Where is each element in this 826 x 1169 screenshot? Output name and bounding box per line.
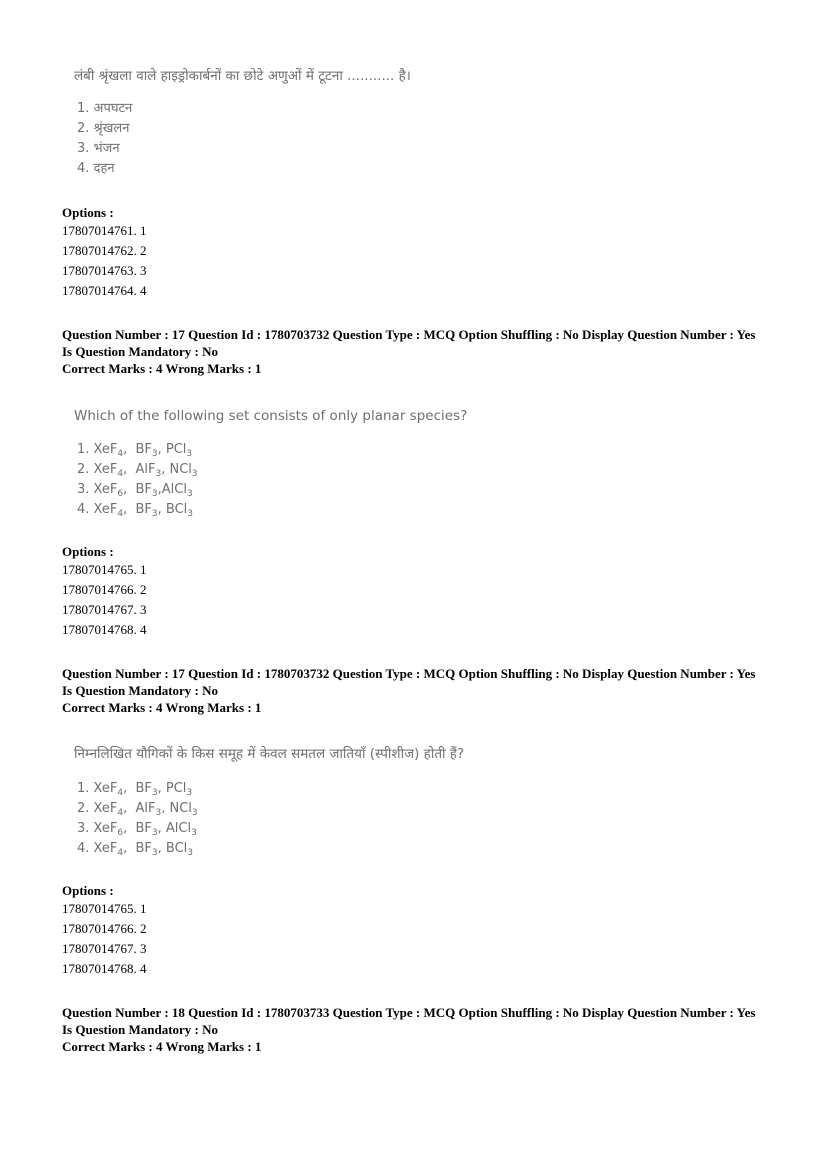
- option-id: 17807014766. 2: [62, 582, 147, 597]
- choice-item: 1. अपघटन: [77, 101, 133, 116]
- choice-item: 2. श्रृंखलन: [77, 121, 130, 136]
- option-id: 17807014761. 1: [62, 223, 147, 238]
- question-number-line: Question Number : 17 Question Id : 1780703732 Question Type : MCQ Option Shuffling : No Display Question Number : Yes: [62, 666, 756, 681]
- question-image-planar-species-en: [74, 406, 467, 520]
- options-list: [62, 221, 147, 301]
- choice-list: [77, 99, 411, 179]
- options-label: Options :: [62, 544, 114, 559]
- choice-item: 4. दहन: [77, 161, 115, 176]
- options-label: Options :: [62, 883, 114, 898]
- choice-item: 4. XeF$_4$, $BF_3$, BCl$_3$: [77, 841, 193, 858]
- option-id: 17807014762. 2: [62, 243, 147, 258]
- choice-item: 1. XeF$_4$, $BF_3$, PCl$_3$: [77, 442, 193, 459]
- question-image-hindi-cracking: [74, 66, 411, 179]
- marks-line: Correct Marks : 4 Wrong Marks : 1: [62, 700, 262, 715]
- options-list: [62, 560, 147, 640]
- option-id: 17807014763. 3: [62, 263, 147, 278]
- marks-line: Correct Marks : 4 Wrong Marks : 1: [62, 361, 262, 376]
- question-number-line: Question Number : 17 Question Id : 1780703732 Question Type : MCQ Option Shuffling : No Display Question Number : Yes: [62, 327, 756, 342]
- question-meta: [62, 326, 755, 377]
- question-meta: [62, 1004, 755, 1055]
- option-id: 17807014767. 3: [62, 602, 147, 617]
- option-id: 17807014765. 1: [62, 562, 147, 577]
- option-id: 17807014767. 3: [62, 941, 147, 956]
- marks-line: Correct Marks : 4 Wrong Marks : 1: [62, 1039, 262, 1054]
- options-list: [62, 899, 147, 979]
- question-number-line: Question Number : 18 Question Id : 1780703733 Question Type : MCQ Option Shuffling : No Display Question Number : Yes: [62, 1005, 756, 1020]
- choice-item: 2. XeF$_4$, AlF$_3$, NCl$_3$: [77, 462, 198, 479]
- option-id: 17807014764. 4: [62, 283, 147, 298]
- question-stem: लंबी श्रृंखला वाले हाइड्रोकार्बनों का छोटे अणुओं में टूटना ........... है।: [74, 68, 411, 84]
- mandatory-line: Is Question Mandatory : No: [62, 683, 219, 698]
- option-id: 17807014766. 2: [62, 921, 147, 936]
- choice-item: 4. XeF$_4$, $BF_3$, BCl$_3$: [77, 502, 193, 519]
- question-stem: निम्नलिखित यौगिकों के किस समूह में केवल समतल जातियाँ (स्पीशीज) होती हैं?: [74, 746, 465, 762]
- options-label: Options :: [62, 205, 114, 220]
- option-id: 17807014765. 1: [62, 901, 147, 916]
- choice-item: 3. XeF$_6$, $BF_3$, AlCl$_3$: [77, 821, 197, 838]
- choice-list: [77, 779, 464, 859]
- question-meta: [62, 665, 755, 716]
- mandatory-line: Is Question Mandatory : No: [62, 1022, 219, 1037]
- mandatory-line: Is Question Mandatory : No: [62, 344, 219, 359]
- option-id: 17807014768. 4: [62, 961, 147, 976]
- choice-item: 2. XeF$_4$, AlF$_3$, NCl$_3$: [77, 801, 198, 818]
- choice-list: [77, 440, 467, 520]
- question-image-planar-species-hi: [74, 744, 464, 859]
- question-stem: Which of the following set consists of only planar species?: [74, 408, 468, 424]
- choice-item: 3. भंजन: [77, 141, 120, 156]
- option-id: 17807014768. 4: [62, 622, 147, 637]
- choice-item: 3. XeF$_6$, $BF_3,AlCl_3$: [77, 482, 193, 499]
- choice-item: 1. XeF$_4$, $BF_3$, PCl$_3$: [77, 781, 193, 798]
